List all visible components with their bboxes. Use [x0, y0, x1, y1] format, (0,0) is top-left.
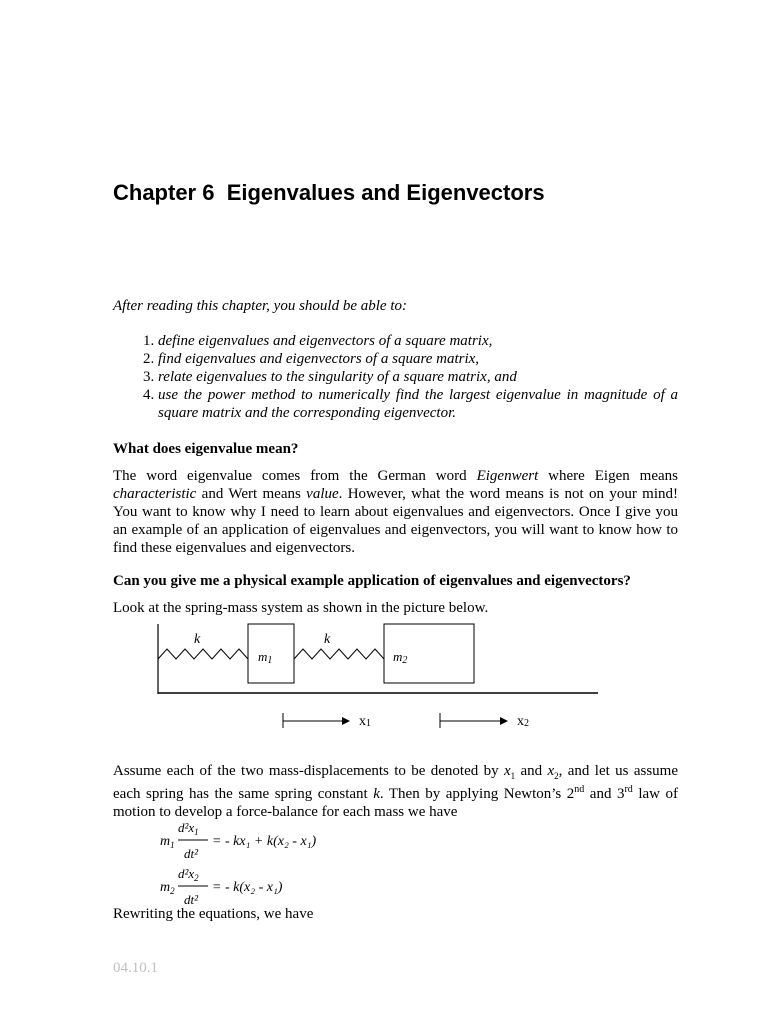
spring-2 [294, 649, 384, 659]
section-heading-eigenvalue-meaning: What does eigenvalue mean? [113, 441, 299, 457]
spring-1 [158, 649, 248, 659]
x2-arrow-head [500, 717, 508, 725]
svg-text:m1: $m_1$ [160, 834, 175, 850]
paragraph-eigenvalue-meaning: The word eigenvalue comes from the German word Eigenwert where Eigen means characteristic and Wert means value. However, what the word means is not on your mind! You want to know why I need to learn about eigenvalues and eigenvectors. Once I give you an example of an application of eigenvalues and eigenvectors, you will want to know how to find these eigenvalues and eigenvectors. [113, 468, 679, 556]
mass-2-label: m2 [393, 649, 408, 666]
paragraph-assume-displacements: Assume each of the two mass-displacements to be denoted by $x_1$ and $x_2$, and let us assume each spring has the same spring constant k. Then by applying Newton’s 2nd and 3rd law of motion to develop a force-balance for each mass we have [113, 763, 678, 820]
svg-text:d²x1: $d^2x_1$ [178, 820, 199, 837]
chapter-title: Chapter 6 Eigenvalues and Eigenvectors [113, 180, 545, 205]
x1-arrow-head [342, 717, 350, 725]
svg-text:dt²: dt² [184, 892, 199, 907]
svg-text:= - k(x₂ - x₁): = - k(x₂ - x₁) [212, 880, 283, 895]
svg-text:d²x2: $d^2x_2$ [178, 866, 199, 883]
intro-text: After reading this chapter, you should be able to: [113, 298, 407, 314]
objectives-list [113, 332, 678, 422]
spring-1-label: k [194, 632, 201, 647]
equation-1 [158, 818, 358, 862]
mass-1-box [248, 624, 294, 683]
section-heading-physical-example: Can you give me a physical example application of eigenvalues and eigenvectors? [113, 573, 631, 589]
svg-text:m2: $m_2$ [160, 880, 175, 896]
objective-item: 1. define eigenvalues and eigenvectors of a square matrix, [158, 332, 678, 350]
page-footer-number: 04.10.1 [113, 960, 158, 976]
x2-label: x2 [517, 714, 529, 729]
paragraph-rewriting: Rewriting the equations, we have [113, 906, 314, 922]
spring-mass-diagram [150, 618, 610, 738]
svg-text:= - kx₁ + k(x₂ - x₁): = - kx₁ + k(x₂ - x₁) [212, 834, 317, 849]
objective-item: 4. use the power method to numerically find the largest eigenvalue in magnitude of a square matrix and the corresponding eigenvector. [158, 386, 678, 422]
objective-item: 3. relate eigenvalues to the singularity of a square matrix, and [158, 368, 678, 386]
paragraph-look-at-system: Look at the spring-mass system as shown in the picture below. [113, 600, 489, 616]
x1-label: x1 [359, 714, 371, 729]
objective-item: 2. find eigenvalues and eigenvectors of a square matrix, [158, 350, 678, 368]
equation-2 [158, 864, 358, 908]
svg-text:dt²: dt² [184, 846, 199, 861]
mass-1-label: m1 [258, 649, 273, 666]
spring-2-label: k [324, 632, 331, 647]
